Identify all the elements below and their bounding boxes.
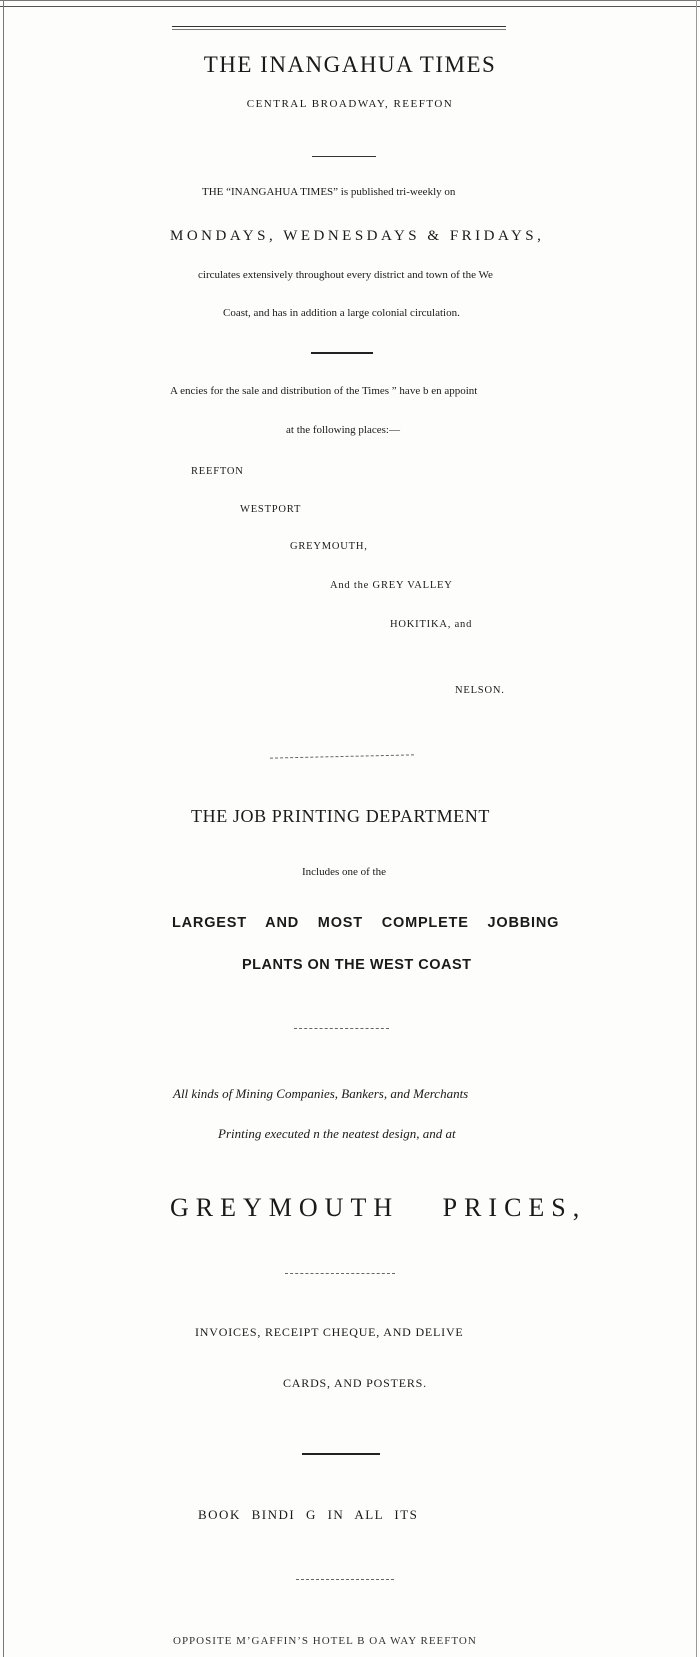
page-right-border xyxy=(696,0,697,1657)
agencies-line: A encies for the sale and distribution of the Times ” have b en appoint xyxy=(170,385,478,397)
place-reefton: REEFTON xyxy=(191,466,244,477)
binding-line: BOOK BINDI G IN ALL ITS xyxy=(198,1507,419,1522)
place-westport: WESTPORT xyxy=(240,504,302,515)
invoices-line: INVOICES, RECEIPT CHEQUE, AND DELIVE xyxy=(195,1325,464,1339)
place-greymouth: GREYMOUTH, xyxy=(290,541,368,552)
greymouth-prices: GREYMOUTH PRICES, xyxy=(170,1193,587,1222)
circulation-line: circulates extensively throughout every district and town of the We xyxy=(198,269,493,281)
jobbing-headline: LARGEST AND MOST COMPLETE JOBBING xyxy=(172,915,560,931)
mining-line: All kinds of Mining Companies, Bankers, and Merchants xyxy=(173,1086,469,1101)
top-rule-thin xyxy=(172,29,506,30)
circulation-line-2: Coast, and has in addition a large colonial circulation. xyxy=(223,307,460,319)
place-grey-valley: And the GREY VALLEY xyxy=(330,580,453,591)
divider xyxy=(312,156,376,157)
place-nelson: NELSON. xyxy=(455,685,505,696)
divider xyxy=(270,754,414,758)
divider xyxy=(294,1028,389,1029)
publication-line: THE “INANGAHUA TIMES” is published tri-weekly on xyxy=(202,186,456,198)
west-coast-headline: PLANTS ON THE WEST COAST xyxy=(242,957,472,973)
footer-address: OPPOSITE M’GAFFIN’S HOTEL B OA WAY REEFTON xyxy=(173,1635,477,1647)
top-rule xyxy=(172,26,506,27)
job-printing-title: THE JOB PRINTING DEPARTMENT xyxy=(191,806,490,826)
divider xyxy=(311,352,373,354)
cards-line: CARDS, AND POSTERS. xyxy=(283,1376,427,1390)
divider xyxy=(296,1579,394,1580)
divider xyxy=(302,1453,380,1455)
divider xyxy=(285,1273,395,1274)
agencies-line-2: at the following places:— xyxy=(286,424,400,436)
place-hokitika: HOKITIKA, and xyxy=(390,619,473,630)
printing-line: Printing executed n the neatest design, and at xyxy=(218,1126,456,1141)
newspaper-address: CENTRAL BROADWAY, REEFTON xyxy=(246,98,454,110)
publication-days: MONDAYS, WEDNESDAYS & FRIDAYS, xyxy=(170,228,545,244)
page-top-border xyxy=(0,0,700,7)
newspaper-title: THE INANGAHUA TIMES xyxy=(203,52,497,77)
page-left-border xyxy=(3,0,4,1657)
job-printing-includes: Includes one of the xyxy=(302,866,386,878)
